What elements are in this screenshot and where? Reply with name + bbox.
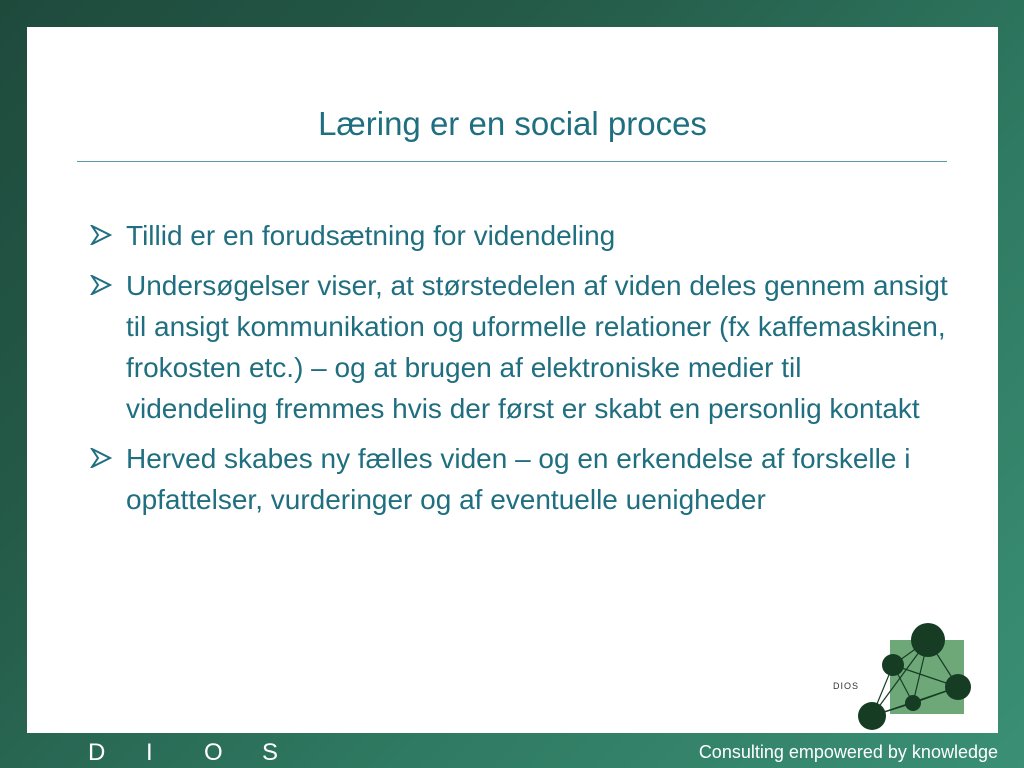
footer-brand-letter: S bbox=[262, 739, 279, 766]
slide-title: Læring er en social proces bbox=[318, 105, 707, 142]
arrow-bullet-icon bbox=[89, 265, 115, 306]
footer-brand-letter: O bbox=[204, 739, 223, 766]
bullet-text: Tillid er en forudsætning for videndeling bbox=[126, 220, 616, 251]
logo-label: DIOS bbox=[833, 681, 860, 691]
footer-brand bbox=[88, 738, 320, 768]
bullet-list bbox=[89, 215, 949, 529]
bullet-item bbox=[89, 265, 949, 429]
footer-tagline: Consulting empowered by knowledge bbox=[698, 742, 998, 762]
arrow-bullet-icon bbox=[89, 215, 115, 256]
network-nodes-icon bbox=[830, 618, 980, 736]
title-divider bbox=[77, 161, 947, 162]
bullet-text: Undersøgelser viser, at størstedelen af viden deles gennem ansigt til ansigt kommunikation og uformelle relationer (fx kaffemaskinen, frokosten etc.) – og at brugen af elektroniske medier til videndeling fremmes hvis der først er skabt en personlig kontakt bbox=[126, 270, 948, 424]
dios-logo bbox=[830, 618, 980, 736]
arrow-bullet-icon bbox=[89, 438, 115, 479]
bullet-item bbox=[89, 215, 949, 256]
bullet-item bbox=[89, 438, 949, 520]
footer-brand-letter: D bbox=[88, 739, 106, 766]
bullet-text: Herved skabes ny fælles viden – og en erkendelse af forskelle i opfattelser, vurderinger og af eventuelle uenigheder bbox=[126, 443, 911, 515]
footer-brand-letter: I bbox=[146, 739, 153, 766]
